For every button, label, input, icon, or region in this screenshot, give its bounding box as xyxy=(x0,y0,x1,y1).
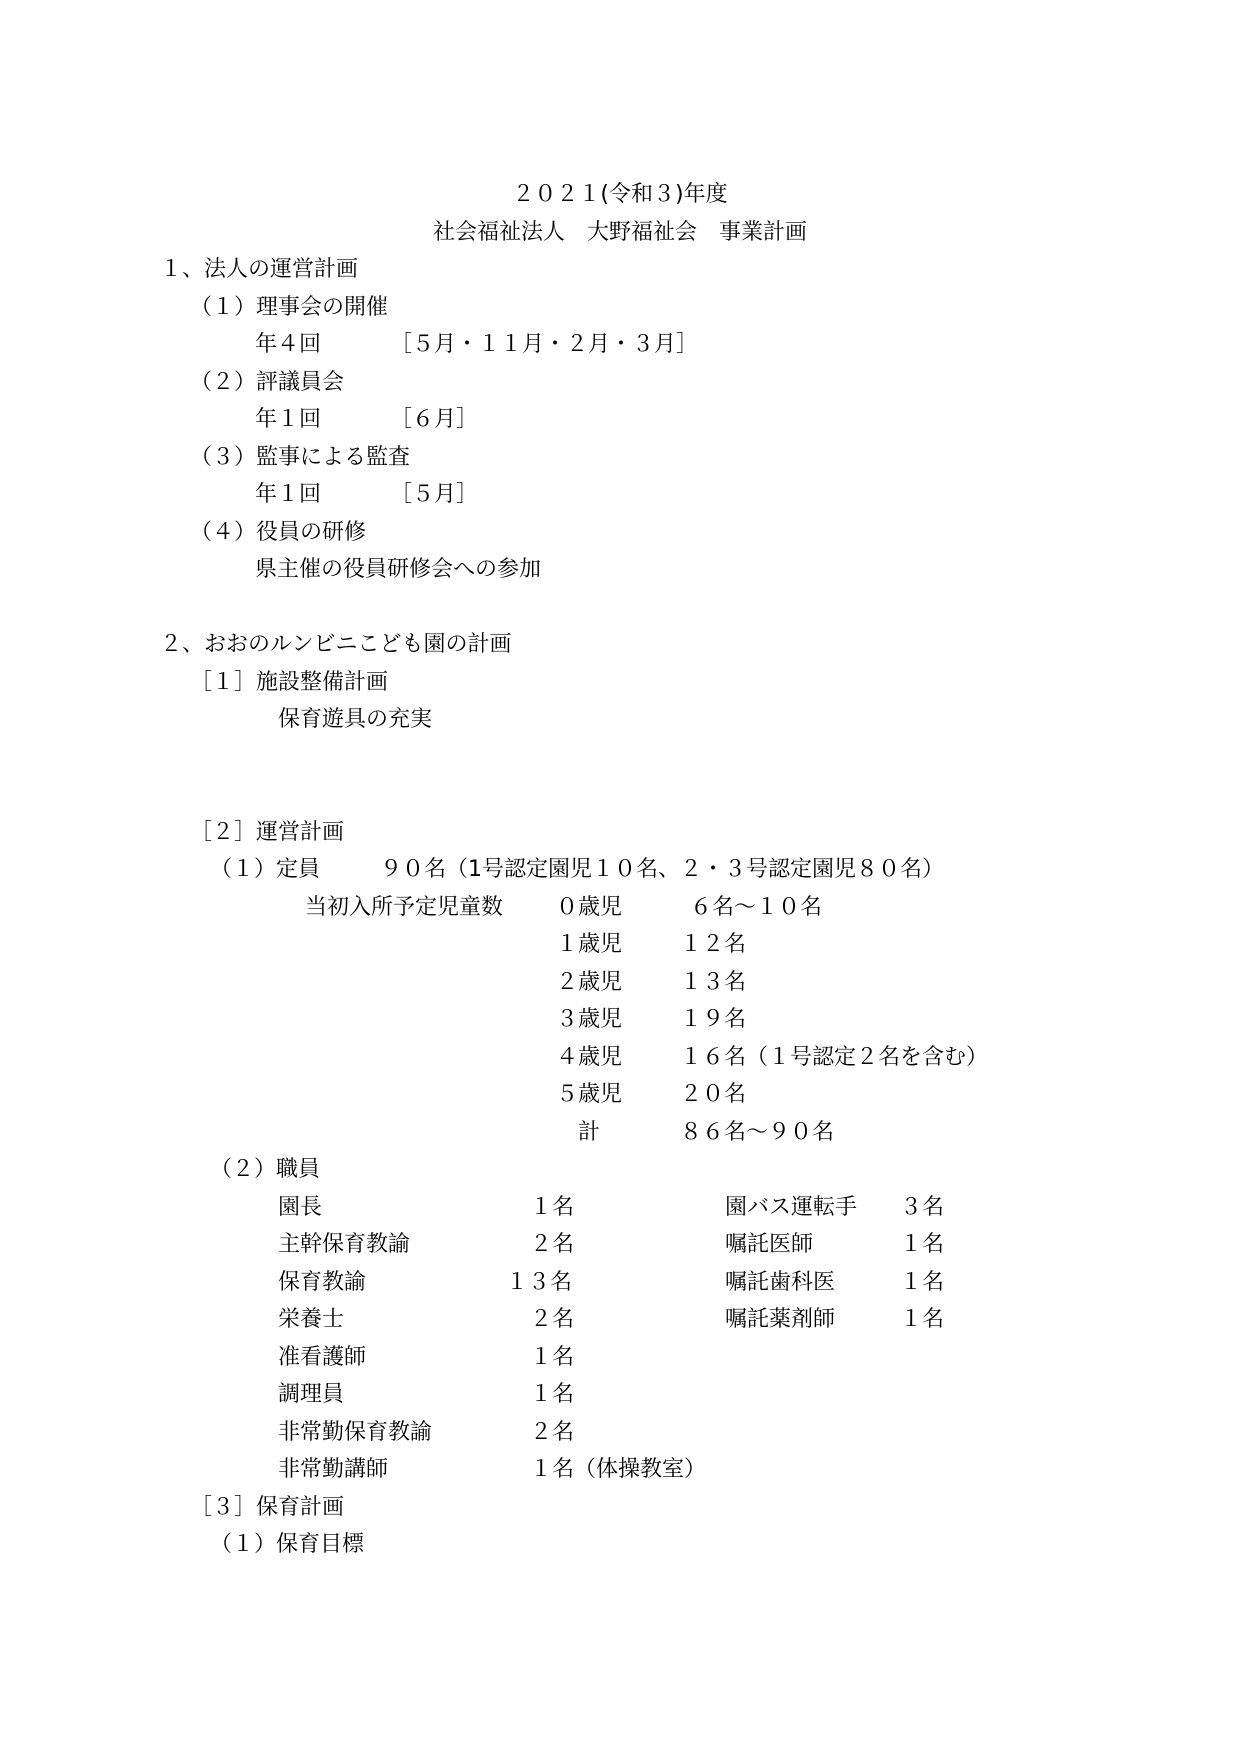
staff-role: 栄養士 xyxy=(278,1307,345,1332)
staff-count: １名 xyxy=(900,1270,945,1295)
age-count: １３名 xyxy=(680,970,747,995)
staff-count: １名 xyxy=(900,1232,945,1257)
age-count: １６名（１号認定２名を含む） xyxy=(680,1045,989,1070)
staff-role: 調理員 xyxy=(278,1382,345,1407)
document-year: ２０２１(令和３)年度 xyxy=(512,182,728,207)
capacity-label: （１）定員 xyxy=(210,857,321,882)
childcare-plan-heading: ［３］保育計画 xyxy=(190,1495,345,1520)
staff-role: 園バス運転手 xyxy=(725,1195,858,1220)
item-training-label: （４）役員の研修 xyxy=(190,520,367,545)
age-label: １歳児 xyxy=(556,932,623,957)
age-count: １２名 xyxy=(680,932,747,957)
staff-role: 非常勤講師 xyxy=(278,1457,389,1482)
staff-role: 園長 xyxy=(278,1195,323,1220)
staff-role: 准看護師 xyxy=(278,1345,367,1370)
section-1-heading: １、法人の運営計画 xyxy=(160,257,359,282)
childcare-goals-label: （１）保育目標 xyxy=(210,1532,365,1557)
staff-role: 嘱託薬剤師 xyxy=(725,1307,836,1332)
item-council-count: 年１回 xyxy=(255,407,322,432)
staff-label: （２）職員 xyxy=(210,1157,321,1182)
staff-role: 保育教諭 xyxy=(278,1270,367,1295)
age-count: １９名 xyxy=(680,1007,747,1032)
item-audit-months: ［５月］ xyxy=(390,482,479,507)
item-board-meeting-months: ［５月・１１月・２月・３月］ xyxy=(390,332,699,357)
staff-role: 非常勤保育教諭 xyxy=(278,1420,433,1445)
age-label: ５歳児 xyxy=(556,1082,623,1107)
staff-count: １３名 xyxy=(506,1270,573,1295)
staff-count: ２名 xyxy=(530,1307,575,1332)
staff-count: １名 xyxy=(900,1307,945,1332)
item-audit-count: 年１回 xyxy=(255,482,322,507)
item-audit-label: （３）監事による監査 xyxy=(190,445,411,470)
age-label: ３歳児 xyxy=(556,1007,623,1032)
age-total-label: 計 xyxy=(578,1120,601,1145)
age-label: ０歳児 xyxy=(556,895,623,920)
capacity-value: ９０名（1号認定園児１０名、２・３号認定園児８０名） xyxy=(380,857,944,882)
facility-plan-text: 保育遊具の充実 xyxy=(278,707,433,732)
item-board-meeting-count: 年４回 xyxy=(255,332,322,357)
age-total-count: ８６名～９０名 xyxy=(680,1120,835,1145)
item-board-meeting-label: （１）理事会の開催 xyxy=(190,295,389,320)
age-count: ６名～１０名 xyxy=(690,895,823,920)
initial-enrollment-label: 当初入所予定児童数 xyxy=(305,895,504,920)
item-training-text: 県主催の役員研修会への参加 xyxy=(255,557,542,582)
age-label: ４歳児 xyxy=(556,1045,623,1070)
staff-count: １名 xyxy=(530,1345,575,1370)
document-title: 社会福祉法人 大野福祉会 事業計画 xyxy=(432,220,807,245)
facility-plan-heading: ［１］施設整備計画 xyxy=(190,670,389,695)
section-2-heading: ２、おおのルンビニこども園の計画 xyxy=(160,632,512,657)
staff-role: 主幹保育教諭 xyxy=(278,1232,411,1257)
staff-count: １名 xyxy=(530,1382,575,1407)
staff-role: 嘱託医師 xyxy=(725,1232,814,1257)
staff-role: 嘱託歯科医 xyxy=(725,1270,836,1295)
item-council-months: ［６月］ xyxy=(390,407,479,432)
item-council-label: （２）評議員会 xyxy=(190,370,345,395)
age-label: ２歳児 xyxy=(556,970,623,995)
staff-count: ２名 xyxy=(530,1420,575,1445)
staff-count: １名（体操教室） xyxy=(530,1457,707,1482)
staff-count: ２名 xyxy=(530,1232,575,1257)
staff-count: １名 xyxy=(530,1195,575,1220)
staff-count: ３名 xyxy=(900,1195,945,1220)
age-count: ２０名 xyxy=(680,1082,747,1107)
operation-plan-heading: ［２］運営計画 xyxy=(190,820,345,845)
